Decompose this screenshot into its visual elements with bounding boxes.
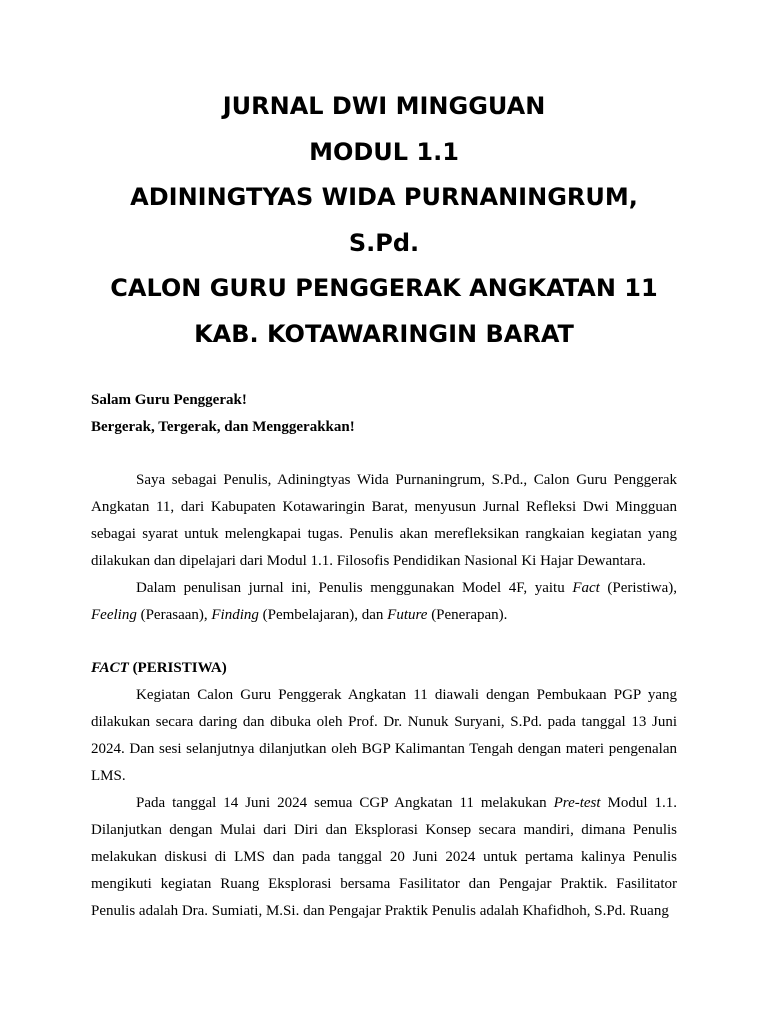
term-future: Future	[387, 607, 428, 623]
text-run: (Perasaan),	[136, 607, 212, 623]
document-title	[60, 84, 708, 357]
fact-paragraph-opening: Kegiatan Calon Guru Penggerak Angkatan 11 diawali dengan Pembukaan PGP yang dilakukan secara daring dan dibuka oleh Prof. Dr. Nunuk Suryani, S.Pd. pada tanggal 13 Juni 2024. Dan sesi selanjutnya dilanjutkan oleh BGP Kalimantan Tengah dengan materi pengenalan LMS.	[91, 687, 677, 784]
fact-paragraph-pretest	[91, 790, 677, 925]
title-line-region: KAB. KOTAWARINGIN BARAT	[194, 319, 574, 348]
greeting-salutation: Salam Guru Penggerak!	[91, 392, 247, 408]
fact-section	[91, 655, 677, 925]
model-4f-paragraph	[91, 575, 677, 629]
section-heading-fact	[91, 655, 677, 682]
title-line-journal: JURNAL DWI MINGGUAN	[222, 92, 546, 120]
text-run: (Peristiwa),	[599, 580, 677, 596]
heading-italic: FACT	[91, 660, 129, 676]
intro-paragraph: Saya sebagai Penulis, Adiningtyas Wida Purnaningrum, S.Pd., Calon Guru Penggerak Angkatan 11, dari Kabupaten Kotawaringin Barat, menyusun Jurnal Refleksi Dwi Mingguan sebagai syarat untuk melengkapai tugas. Penulis akan merefleksikan rangkaian kegiatan yang dilakukan dan dipelajari dari Modul 1.1. Filosofis Pendidikan Nasional Ki Hajar Dewantara.	[91, 472, 677, 569]
greeting-motto: Bergerak, Tergerak, dan Menggerakkan!	[91, 419, 355, 435]
title-line-module: MODUL 1.1	[309, 137, 459, 166]
text-run: Pada tanggal 14 Juni 2024 semua CGP Angkatan 11 melakukan	[136, 795, 554, 811]
intro-section	[91, 467, 677, 629]
term-fact: Fact	[572, 580, 600, 596]
term-finding: Finding	[211, 607, 259, 623]
title-line-role: CALON GURU PENGGERAK ANGKATAN 11	[110, 274, 658, 302]
term-pretest: Pre-test	[553, 795, 601, 811]
text-run: Modul 1.1. Dilanjutkan dengan Mulai dari Diri dan Eksplorasi Konsep secara mandiri, dimana Penulis melakukan diskusi di LMS dan pada tanggal 20 Juni 2024 untuk pertama kalinya Penulis mengikuti kegiatan Ruang Eksplorasi bersama Fasilitator dan Pengajar Praktik. Fasilitator Penulis adalah Dra. Sumiati, M.Si. dan Pengajar Praktik Penulis adalah Khafidhoh, S.Pd. Ruang	[91, 795, 677, 919]
text-run: (Penerapan).	[427, 607, 508, 623]
text-run: Dalam penulisan jurnal ini, Penulis menggunakan Model 4F, yaitu	[136, 580, 573, 596]
term-feeling: Feeling	[91, 607, 137, 623]
title-line-author-degree: S.Pd.	[348, 228, 420, 257]
heading-rest: (PERISTIWA)	[128, 660, 227, 676]
title-line-author-name: ADININGTYAS WIDA PURNANINGRUM,	[130, 183, 638, 211]
text-run: (Pembelajaran), dan	[258, 607, 388, 623]
greeting-block	[91, 387, 677, 441]
